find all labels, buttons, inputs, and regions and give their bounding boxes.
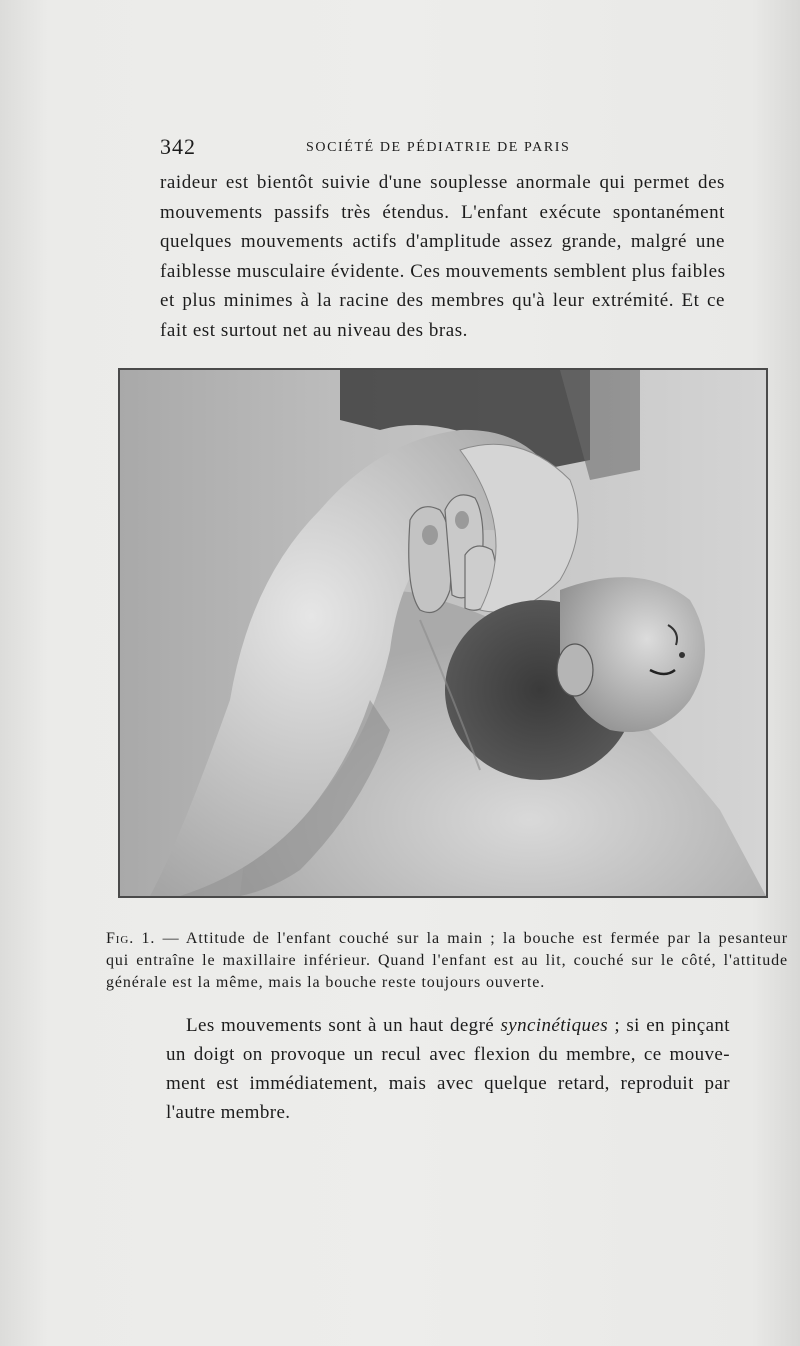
caption-line: générale est la même, mais la bouche reste toujours ouverte. <box>106 974 546 991</box>
caption-line <box>106 928 788 950</box>
text-line: et plus minimes à la racine des membres qu'à leur extrémité. Et ce <box>160 290 725 311</box>
caption-line: qui entraîne le maxillaire inférieur. Quand l'enfant est au lit, couché sur le côté, l'attitude <box>106 952 788 969</box>
text-line: mouvements passifs très étendus. L'enfant exécute spontanément <box>160 201 725 223</box>
text-line: ment est immédiatement, mais avec quelque retard, reproduit par <box>166 1073 730 1094</box>
paragraph-bottom <box>166 1011 730 1127</box>
paragraph-top <box>160 168 725 345</box>
italic-term: syncinétiques <box>500 1015 609 1036</box>
text-line: un doigt on provoque un recul avec flexion du membre, ce mouve- <box>166 1044 730 1065</box>
text-line: quelques mouvements actifs d'amplitude assez grande, malgré une <box>160 231 725 252</box>
text-segment: ; si en pinçant <box>608 1015 730 1036</box>
running-head: SOCIÉTÉ DE PÉDIATRIE DE PARIS <box>306 140 571 155</box>
text-line: raideur est bientôt suivie d'une souplesse anormale qui permet des <box>160 172 725 193</box>
text-line: faiblesse musculaire évidente. Ces mouvements semblent plus faibles <box>160 260 726 282</box>
caption-text: — Attitude de l'enfant couché sur la main ; la bouche est fermée par la pesanteur <box>155 930 788 947</box>
text-line: l'autre membre. <box>166 1102 291 1123</box>
text-segment: Les mouvements sont à un haut degré <box>186 1015 501 1036</box>
infant-photo-illustration <box>120 370 766 896</box>
text-line: fait est surtout net au niveau des bras. <box>160 319 468 341</box>
figure-label: Fig. 1. <box>106 930 156 947</box>
page-header <box>160 134 725 160</box>
figure-caption <box>106 928 788 994</box>
page-number: 342 <box>160 134 196 159</box>
figure-photograph <box>118 368 768 898</box>
text-line <box>166 1011 730 1040</box>
